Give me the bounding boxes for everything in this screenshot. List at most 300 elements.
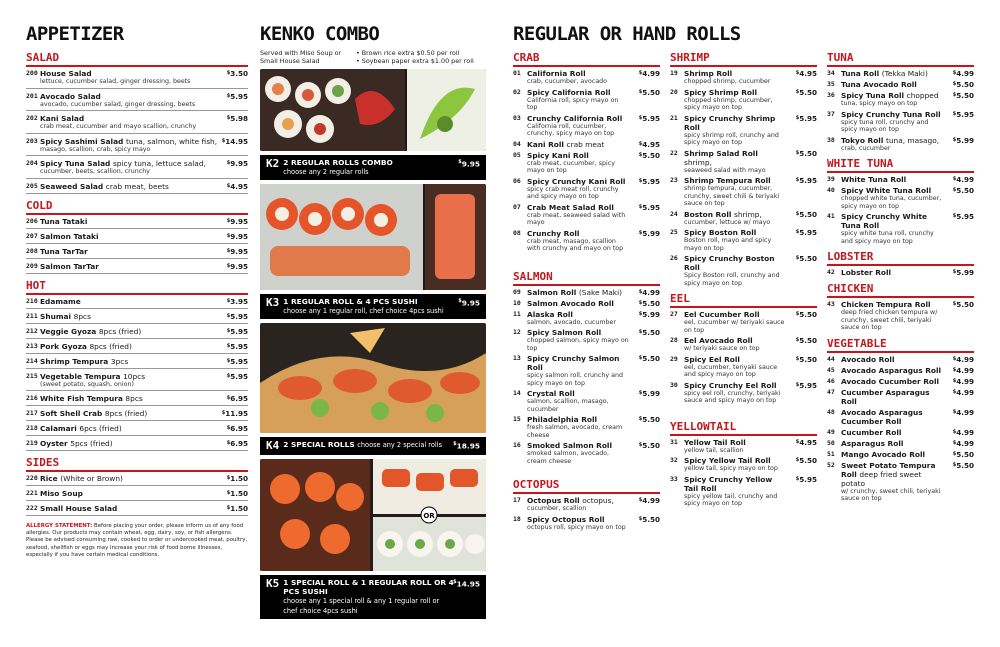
chicken-heading: CHICKEN [827, 282, 874, 295]
menu-item[interactable] [670, 69, 817, 86]
item-number: 208 [26, 246, 38, 255]
item-body [684, 438, 787, 455]
item-name [527, 288, 630, 297]
menu-item[interactable] [670, 254, 817, 287]
menu-item[interactable] [827, 80, 974, 89]
item-body [684, 355, 787, 379]
sides-section [26, 456, 248, 516]
menu-item[interactable] [26, 357, 248, 369]
item-body [527, 288, 630, 297]
item-name-text: Spicy Sashimi Salad [40, 136, 124, 146]
item-desc: fresh salmon, avocado, cream cheese [527, 424, 623, 439]
item-price-value: 9.95 [230, 246, 248, 256]
menu-item[interactable] [26, 217, 248, 229]
item-name [40, 474, 218, 483]
menu-item[interactable] [670, 381, 817, 405]
menu-item[interactable] [26, 182, 248, 194]
item-price-value: 4.99 [956, 365, 974, 375]
item-number: 43 [827, 300, 835, 308]
tuna-section [827, 51, 974, 152]
item-name [684, 310, 787, 319]
item-price: $5.50 [638, 87, 660, 97]
item-price: $5.50 [952, 460, 974, 470]
item-number: 219 [26, 439, 38, 447]
menu-item[interactable] [827, 175, 974, 184]
item-price: $4.99 [952, 387, 974, 397]
k4-code: K4 [266, 439, 280, 452]
item-name [841, 91, 944, 100]
item-extra: 8pcs (fried) [89, 341, 132, 351]
menu-item[interactable] [513, 69, 660, 86]
menu-item[interactable] [513, 415, 660, 439]
menu-item[interactable] [827, 408, 974, 426]
menu-item[interactable] [670, 114, 817, 147]
menu-item[interactable] [513, 151, 660, 175]
item-price: $4.95 [638, 139, 660, 149]
item-name [40, 372, 218, 381]
menu-item[interactable] [670, 475, 817, 508]
item-number: 51 [827, 449, 835, 458]
item-number: 52 [827, 460, 835, 469]
menu-item[interactable] [670, 336, 817, 353]
item-name-text: Spicy Tuna Roll [841, 91, 905, 100]
item-name-text: Edamame [40, 296, 81, 306]
item-number: 02 [513, 87, 521, 96]
item-body [40, 342, 218, 351]
menu-item[interactable] [827, 186, 974, 210]
item-number: 217 [26, 409, 38, 417]
item-number: 200 [26, 69, 38, 77]
item-body [841, 439, 944, 448]
menu-item[interactable] [670, 228, 817, 252]
item-name-text: Avocado Cucumber Roll [841, 376, 940, 386]
kenko-column [260, 22, 486, 619]
item-extra: 6pcs (fried) [79, 424, 122, 433]
salmon-rule [513, 284, 660, 286]
menu-item[interactable] [513, 229, 660, 253]
item-name [527, 310, 630, 319]
menu-item[interactable] [827, 450, 974, 459]
item-name [684, 381, 787, 390]
item-price-value: 5.99 [642, 389, 660, 398]
combo-k2[interactable] [260, 69, 486, 180]
k5-code: K5 [266, 577, 280, 590]
item-name-text: Tuna Avocado Roll [841, 80, 917, 89]
menu-item[interactable] [26, 159, 248, 179]
lobster-heading: LOBSTER [827, 250, 874, 263]
item-desc: salmon, avocado, cucumber [527, 318, 616, 326]
item-number: 08 [513, 228, 521, 237]
k4-bar [260, 437, 486, 455]
item-name [684, 456, 787, 465]
cold-heading: COLD [26, 198, 53, 212]
menu-item[interactable] [513, 177, 660, 201]
menu-item[interactable] [670, 210, 817, 227]
item-price-value: 6.95 [230, 439, 248, 448]
menu-item[interactable] [26, 424, 248, 436]
item-price-value: 5.50 [642, 150, 660, 160]
item-body [527, 88, 630, 112]
item-name [527, 496, 630, 505]
combo-k4[interactable] [260, 323, 486, 455]
menu-item[interactable] [26, 409, 248, 421]
item-price-value: 5.50 [799, 336, 817, 345]
item-price-value: 5.95 [799, 176, 817, 185]
item-name-text: Avocado Asparagus Cucumber Roll [841, 407, 923, 426]
item-body [684, 310, 787, 334]
item-price: $5.50 [638, 514, 660, 524]
menu-item[interactable] [26, 372, 248, 392]
item-name-text: Shumai [40, 311, 72, 321]
item-price: $5.95 [226, 356, 248, 366]
item-body [841, 80, 944, 89]
item-body [527, 151, 630, 175]
menu-item[interactable] [513, 328, 660, 352]
allergy-label: ALLERGY STATEMENT: [26, 523, 93, 529]
menu-item[interactable] [26, 342, 248, 354]
item-price: $5.99 [952, 135, 974, 145]
item-number: 15 [513, 415, 521, 423]
item-name-text: Spicy Yellow Tail Roll [684, 456, 771, 465]
item-price-value: 5.50 [799, 354, 817, 364]
item-body [684, 210, 787, 227]
item-body [841, 110, 944, 134]
item-desc: lettuce, cucumber salad, ginger dressing, beets [40, 78, 191, 85]
menu-item[interactable] [26, 504, 248, 516]
item-number: 21 [670, 113, 678, 122]
item-body [841, 388, 944, 406]
k5-price: $14.95 [453, 579, 480, 589]
item-body [527, 354, 630, 387]
item-price-value: 5.95 [230, 91, 248, 101]
combo-k3[interactable] [260, 184, 486, 319]
item-price: $5.98 [226, 114, 248, 123]
item-body [527, 140, 630, 149]
menu-item[interactable] [827, 355, 974, 364]
item-extra: tuna, masago, [885, 135, 940, 145]
salmon-section [513, 270, 660, 466]
appetizer-column [26, 22, 248, 559]
item-desc: chopped shrimp, cucumber [684, 78, 771, 85]
item-body [40, 137, 218, 154]
item-price-value: 4.99 [956, 175, 974, 184]
item-name [841, 355, 944, 364]
item-price-value: 4.95 [799, 69, 817, 78]
item-price: $5.50 [795, 209, 817, 219]
item-body [40, 232, 218, 241]
item-body [40, 247, 218, 256]
yellowtail-section [670, 420, 817, 508]
item-desc: (sweet potato, squash, onion) [40, 380, 134, 388]
menu-item[interactable] [670, 149, 817, 175]
item-name [40, 489, 218, 498]
item-name [527, 114, 630, 123]
rolls-title: REGULAR OR HAND ROLLS [513, 23, 741, 45]
item-number: 210 [26, 296, 38, 305]
item-extra: octopus, [582, 496, 614, 505]
shrimp-rule [670, 65, 817, 67]
k5-photo [260, 459, 486, 571]
item-number: 29 [670, 354, 678, 363]
menu-item[interactable] [26, 92, 248, 112]
item-name [841, 408, 944, 426]
item-number: 204 [26, 159, 38, 167]
menu-item[interactable] [513, 496, 660, 513]
menu-item[interactable] [827, 91, 974, 108]
menu-item[interactable] [513, 354, 660, 387]
menu-item[interactable] [827, 212, 974, 245]
item-desc: chopped white tuna, cucumber, spicy mayo on top [841, 195, 942, 210]
item-name [684, 69, 787, 78]
item-price: $4.99 [952, 438, 974, 448]
item-body [527, 441, 630, 465]
item-price: $5.50 [795, 148, 817, 158]
item-body [527, 203, 630, 227]
menu-item[interactable] [670, 88, 817, 112]
item-name [40, 357, 218, 366]
item-name-text: Spicy Octopus Roll [527, 514, 605, 524]
item-price-value: 4.95 [642, 139, 660, 149]
item-name [841, 439, 944, 448]
item-name-text: Salmon Roll [527, 287, 577, 297]
menu-item[interactable] [26, 137, 248, 157]
item-price-value: 5.50 [799, 87, 817, 97]
menu-item[interactable] [26, 114, 248, 134]
rolls-col-c [827, 46, 974, 533]
cold-rule [26, 213, 248, 215]
item-price-value: 5.95 [230, 326, 248, 336]
menu-item[interactable] [26, 474, 248, 486]
menu-item[interactable] [26, 327, 248, 339]
item-name-text: Spicy Eel Roll [684, 354, 740, 364]
item-name-text: Oyster [40, 439, 68, 448]
item-body [841, 175, 944, 184]
item-price: $5.50 [952, 80, 974, 89]
octopus-rule [513, 492, 660, 494]
menu-item[interactable] [670, 355, 817, 379]
k5-sub: choose any 1 special roll & any 1 regular roll or chef choice 4pcs sushi [283, 597, 440, 615]
item-price: $5.50 [795, 87, 817, 97]
item-name-text: Eel Avocado Roll [684, 336, 753, 345]
item-price: $9.95 [226, 231, 248, 241]
item-price: $5.50 [795, 310, 817, 319]
item-extra: 5pcs (fried) [70, 439, 113, 448]
item-extra: (Sake Maki) [578, 287, 623, 297]
item-desc: spicy salmon roll, crunchy and spicy mayo on top [527, 372, 623, 387]
menu-item[interactable] [26, 489, 248, 501]
menu-item[interactable] [670, 176, 817, 208]
menu-item[interactable] [26, 232, 248, 244]
item-price: $5.95 [795, 474, 817, 484]
item-price-value: 1.50 [230, 489, 248, 498]
item-price: $6.95 [226, 439, 248, 448]
item-price-value: 4.99 [642, 287, 660, 297]
item-price-value: 4.95 [230, 181, 248, 191]
item-price-value: 5.95 [956, 109, 974, 119]
item-body [684, 456, 787, 473]
item-price-value: 1.50 [230, 504, 248, 513]
item-name-text: Calamari [40, 424, 77, 433]
salad-rule [26, 65, 248, 67]
menu-item[interactable] [513, 88, 660, 112]
menu-item[interactable] [670, 310, 817, 334]
menu-item[interactable] [827, 268, 974, 277]
item-desc: crab meat, cucumber, spicy mayo on top [527, 159, 615, 174]
item-number: 221 [26, 489, 38, 497]
item-name-text: Crunchy Roll [527, 228, 580, 238]
item-name-text: Salmon TarTar [40, 261, 99, 271]
item-body [841, 377, 944, 386]
item-desc: tuna, spicy mayo on top [841, 100, 918, 107]
item-price-value: 5.50 [956, 186, 974, 195]
item-body [684, 336, 787, 353]
item-price: $6.95 [226, 424, 248, 433]
item-name-text: Miso Soup [40, 489, 83, 498]
salad-heading: SALAD [26, 51, 60, 64]
item-name [527, 203, 630, 212]
menu-item[interactable] [513, 299, 660, 308]
combo-k5[interactable] [260, 459, 486, 619]
item-number: 212 [26, 326, 38, 335]
item-name [40, 394, 218, 403]
item-body [40, 114, 218, 131]
item-price: $9.95 [226, 246, 248, 256]
item-desc: yellow tail, scallion [684, 446, 744, 454]
menu-item[interactable] [670, 456, 817, 473]
menu-item[interactable] [513, 140, 660, 149]
item-extra: 10pcs [123, 371, 146, 381]
item-number: 34 [827, 69, 835, 77]
item-name-text: Shrimp Tempura [40, 356, 109, 366]
salmon-heading: SALMON [513, 269, 553, 283]
item-price-value: 5.95 [230, 341, 248, 351]
item-number: 41 [827, 212, 835, 220]
menu-item[interactable] [827, 136, 974, 153]
item-price-value: 5.98 [230, 114, 248, 123]
menu-item[interactable] [513, 515, 660, 532]
menu-item[interactable] [513, 203, 660, 227]
item-extra: chopped [906, 91, 939, 100]
item-body [40, 357, 218, 366]
menu-item[interactable] [513, 389, 660, 413]
item-name-text: Philadelphia Roll [527, 415, 598, 424]
item-body [527, 328, 630, 352]
item-body [684, 88, 787, 112]
item-name [841, 186, 944, 195]
item-desc: spicy crab meat roll, crunchy and spicy mayo on top [527, 185, 619, 200]
item-name [40, 217, 218, 226]
menu-item[interactable] [670, 438, 817, 455]
menu-item[interactable] [827, 366, 974, 375]
item-number: 31 [670, 437, 678, 446]
item-number: 06 [513, 176, 521, 185]
item-price: $5.50 [638, 328, 660, 337]
item-number: 42 [827, 268, 835, 276]
item-price-value: 5.99 [642, 228, 660, 238]
vegetable-section [827, 337, 974, 503]
menu-item[interactable] [827, 428, 974, 437]
menu-item[interactable] [513, 441, 660, 465]
item-price-value: 5.95 [799, 228, 817, 237]
item-desc: shrimp tempura, cucumber, crunchy, sweet chili & teriyaki sauce on top [684, 185, 780, 207]
item-desc: crab, cucumber, avocado [527, 78, 608, 85]
brown-rice-note: • Brown rice extra $0.50 per roll [356, 49, 460, 57]
menu-item[interactable] [827, 300, 974, 332]
item-body [527, 177, 630, 201]
item-body [841, 212, 944, 245]
menu-item[interactable] [26, 297, 248, 309]
k2-sub: choose any 2 regular rolls [283, 168, 369, 176]
menu-item[interactable] [827, 439, 974, 448]
menu-item[interactable] [26, 312, 248, 324]
item-number: 23 [670, 176, 678, 184]
item-name-text: Spicy California Roll [527, 87, 611, 97]
item-body [527, 114, 630, 138]
menu-item[interactable] [513, 288, 660, 297]
item-number: 38 [827, 135, 835, 144]
allergy-statement [26, 523, 248, 559]
whitetuna-rule [827, 171, 974, 173]
item-name [527, 140, 630, 149]
item-name [684, 114, 787, 132]
item-extra: 8pcs (fried) [98, 326, 142, 336]
menu-item[interactable] [513, 310, 660, 327]
k5-bar [260, 575, 486, 619]
item-name-text: Spicy White Tuna Roll [841, 186, 932, 195]
item-desc: California roll, cucumber, crunchy, spicy mayo on top [527, 122, 615, 137]
menu-item[interactable] [513, 114, 660, 138]
item-name [841, 136, 944, 145]
item-price-value: 5.95 [799, 380, 817, 390]
menu-item[interactable] [26, 439, 248, 451]
item-name [40, 297, 218, 306]
menu-item[interactable] [26, 247, 248, 259]
item-name-text: Small House Salad [40, 504, 118, 513]
cold-section [26, 199, 248, 274]
menu-item[interactable] [827, 69, 974, 78]
menu-item[interactable] [26, 262, 248, 274]
menu-item[interactable] [827, 110, 974, 134]
kenko-notes [260, 49, 486, 65]
octopus-heading: OCTOPUS [513, 478, 560, 491]
menu-item[interactable] [26, 394, 248, 406]
item-price-value: 6.95 [230, 424, 248, 433]
menu-item[interactable] [26, 69, 248, 89]
menu-item[interactable] [827, 377, 974, 386]
item-number: 203 [26, 136, 38, 145]
item-price: $6.95 [226, 394, 248, 403]
item-number: 46 [827, 376, 835, 385]
item-price: $5.95 [952, 212, 974, 221]
item-extra: (Tekka Maki) [881, 69, 928, 78]
item-name [40, 327, 218, 336]
item-body [841, 69, 944, 78]
item-price: $9.95 [226, 261, 248, 271]
item-number: 30 [670, 380, 678, 389]
item-number: 26 [670, 254, 678, 262]
item-desc: smoked salmon, avocado, cream cheese [527, 450, 610, 465]
menu-item[interactable] [827, 461, 974, 503]
item-price-value: 9.95 [230, 261, 248, 271]
item-price: $5.50 [638, 441, 660, 450]
item-name [40, 439, 218, 448]
item-name [841, 268, 944, 277]
item-price-value: 4.99 [956, 354, 974, 364]
item-name [40, 159, 218, 168]
menu-item[interactable] [827, 388, 974, 406]
item-price-value: 5.95 [642, 176, 660, 186]
hot-section [26, 279, 248, 452]
